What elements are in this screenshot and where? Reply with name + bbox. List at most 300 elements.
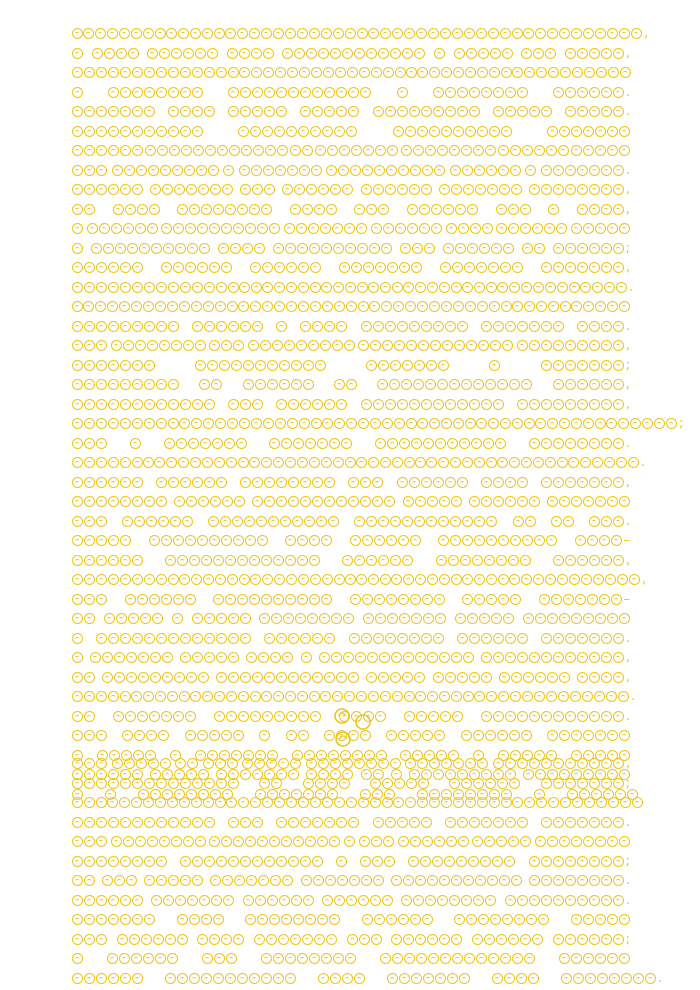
glyph-icon <box>524 953 535 964</box>
glyph-icon <box>348 496 359 507</box>
glyph-icon <box>344 340 355 351</box>
glyph-icon <box>216 613 227 624</box>
glyph-icon <box>522 691 533 702</box>
word <box>522 243 545 254</box>
glyph-icon <box>565 262 576 273</box>
glyph-icon <box>601 262 612 273</box>
glyph-icon <box>463 875 474 886</box>
glyph-icon <box>321 282 332 293</box>
glyph-icon <box>139 243 150 254</box>
glyph-icon <box>596 67 607 78</box>
glyph-icon <box>611 535 622 546</box>
glyph-icon <box>441 418 452 429</box>
glyph-icon <box>344 223 355 234</box>
glyph-icon <box>619 836 630 847</box>
glyph-icon <box>565 438 576 449</box>
glyph-icon <box>84 973 95 984</box>
word <box>168 106 215 117</box>
glyph-icon <box>132 67 143 78</box>
glyph-icon <box>380 282 391 293</box>
glyph-icon <box>84 262 95 273</box>
glyph-icon <box>461 379 472 390</box>
glyph-icon <box>445 817 456 828</box>
glyph-icon <box>137 204 148 215</box>
glyph-icon <box>384 856 395 867</box>
glyph-icon <box>571 496 582 507</box>
glyph-icon <box>221 262 232 273</box>
glyph-icon <box>613 165 624 176</box>
glyph-icon <box>571 730 582 741</box>
glyph-icon <box>132 895 143 906</box>
glyph-icon <box>228 67 239 78</box>
glyph-icon <box>146 516 157 527</box>
glyph-icon <box>456 856 467 867</box>
glyph-icon <box>571 953 582 964</box>
word <box>577 669 630 685</box>
glyph-icon <box>334 418 345 429</box>
glyph-icon <box>448 555 459 566</box>
glyph-icon <box>96 438 107 449</box>
glyph-icon <box>485 895 496 906</box>
word <box>426 457 497 468</box>
glyph-icon <box>199 379 210 390</box>
glyph-icon <box>557 457 568 468</box>
glyph-icon <box>360 856 371 867</box>
glyph-icon <box>136 758 147 769</box>
glyph-icon <box>582 691 593 702</box>
glyph-icon <box>573 973 584 984</box>
glyph-icon <box>285 973 296 984</box>
glyph-icon <box>413 379 424 390</box>
glyph-icon <box>143 953 154 964</box>
glyph-icon <box>209 730 220 741</box>
glyph-icon <box>216 282 227 293</box>
glyph-icon <box>418 778 429 789</box>
glyph-icon <box>496 223 507 234</box>
glyph-icon <box>589 758 600 769</box>
glyph-icon <box>302 145 313 156</box>
glyph-icon <box>435 613 446 624</box>
word <box>72 321 179 332</box>
glyph-icon <box>403 934 414 945</box>
word <box>498 145 569 156</box>
glyph-icon <box>463 691 474 702</box>
glyph-icon <box>498 145 509 156</box>
glyph-icon <box>517 652 528 663</box>
glyph-icon <box>451 875 462 886</box>
glyph-icon <box>512 301 523 312</box>
glyph-icon <box>108 457 119 468</box>
glyph-icon <box>572 67 583 78</box>
word <box>261 691 320 702</box>
glyph-icon <box>415 691 426 702</box>
glyph-icon <box>324 496 335 507</box>
glyph-icon <box>193 145 204 156</box>
glyph-icon <box>403 496 414 507</box>
glyph-icon <box>484 836 495 847</box>
word <box>391 574 462 585</box>
glyph-icon <box>308 223 319 234</box>
word <box>371 223 442 234</box>
glyph-icon <box>240 399 251 410</box>
glyph-icon <box>331 613 342 624</box>
glyph-icon <box>536 301 547 312</box>
glyph-icon <box>354 555 365 566</box>
glyph-icon <box>565 399 576 410</box>
glyph-icon <box>168 633 179 644</box>
glyph-icon <box>437 895 448 906</box>
glyph-icon <box>445 672 456 683</box>
word <box>391 875 522 886</box>
glyph-icon <box>192 633 203 644</box>
glyph-icon <box>312 106 323 117</box>
glyph-icon <box>415 875 426 886</box>
glyph-icon <box>96 797 107 808</box>
word <box>113 204 160 215</box>
word <box>387 973 470 984</box>
word <box>462 574 509 585</box>
glyph-icon <box>192 652 203 663</box>
glyph-icon <box>166 28 177 39</box>
text-line <box>72 453 646 473</box>
glyph-icon <box>601 340 612 351</box>
word <box>449 778 520 789</box>
glyph-icon <box>324 633 335 644</box>
word <box>96 633 251 644</box>
glyph-icon <box>227 418 238 429</box>
word <box>145 145 288 156</box>
glyph-icon <box>209 535 220 546</box>
glyph-icon <box>551 516 562 527</box>
glyph-icon <box>281 438 292 449</box>
glyph-icon <box>156 282 167 293</box>
word <box>240 477 335 488</box>
glyph-icon <box>283 613 294 624</box>
glyph-icon <box>553 555 564 566</box>
glyph-icon <box>452 262 463 273</box>
word <box>72 87 83 98</box>
text-line <box>72 668 630 688</box>
glyph-icon <box>433 106 444 117</box>
word <box>72 758 107 769</box>
glyph-icon <box>351 262 362 273</box>
glyph-icon <box>310 126 321 137</box>
glyph-icon <box>577 856 588 867</box>
glyph-icon <box>498 574 509 585</box>
glyph-icon <box>72 67 83 78</box>
glyph-icon <box>234 875 245 886</box>
word <box>238 301 369 312</box>
glyph-icon <box>215 797 226 808</box>
glyph-icon <box>421 184 432 195</box>
glyph-icon <box>72 477 83 488</box>
punctuation: . <box>641 455 646 471</box>
glyph-icon <box>633 973 644 984</box>
glyph-icon <box>601 516 612 527</box>
glyph-icon <box>141 934 152 945</box>
glyph-icon <box>221 223 232 234</box>
glyph-icon <box>362 914 373 925</box>
glyph-icon <box>474 535 485 546</box>
glyph-icon <box>465 797 476 808</box>
glyph-icon <box>528 973 539 984</box>
glyph-icon <box>439 652 450 663</box>
glyph-icon <box>108 778 119 789</box>
word <box>227 48 274 59</box>
glyph-icon <box>583 28 594 39</box>
glyph-icon <box>449 145 460 156</box>
glyph-icon <box>526 914 537 925</box>
glyph-icon <box>360 87 371 98</box>
glyph-icon <box>132 379 143 390</box>
word <box>433 672 492 683</box>
glyph-icon <box>596 797 607 808</box>
glyph-icon <box>449 379 460 390</box>
word <box>440 262 523 273</box>
glyph-icon <box>252 87 263 98</box>
glyph-icon <box>213 914 224 925</box>
glyph-icon <box>120 379 131 390</box>
glyph-icon <box>468 856 479 867</box>
glyph-icon <box>225 973 236 984</box>
glyph-icon <box>577 633 588 644</box>
glyph-icon <box>577 360 588 371</box>
glyph-icon <box>180 126 191 137</box>
glyph-icon <box>309 594 320 605</box>
word <box>322 895 393 906</box>
text-line <box>72 852 630 872</box>
glyph-icon <box>300 496 311 507</box>
word <box>238 126 357 137</box>
glyph-icon <box>144 321 155 332</box>
word <box>493 106 552 117</box>
word <box>363 613 446 624</box>
glyph-icon <box>553 758 564 769</box>
glyph-icon <box>251 418 262 429</box>
word <box>228 817 263 828</box>
glyph-icon <box>541 360 552 371</box>
glyph-icon <box>120 496 131 507</box>
glyph-icon <box>594 691 605 702</box>
glyph-icon <box>601 856 612 867</box>
glyph-icon <box>383 836 394 847</box>
glyph-icon <box>310 282 321 293</box>
glyph-icon <box>584 67 595 78</box>
word <box>318 973 365 984</box>
glyph-icon <box>179 418 190 429</box>
glyph-icon <box>107 28 118 39</box>
glyph-icon <box>488 28 499 39</box>
glyph-icon <box>385 817 396 828</box>
glyph-icon <box>303 778 314 789</box>
glyph-icon <box>385 399 396 410</box>
glyph-icon <box>264 184 275 195</box>
glyph-icon <box>122 516 133 527</box>
glyph-icon <box>240 106 251 117</box>
word <box>72 652 83 663</box>
glyph-icon <box>331 652 342 663</box>
glyph-icon <box>183 836 194 847</box>
punctuation: . <box>625 318 630 334</box>
glyph-icon <box>273 691 284 702</box>
glyph-icon <box>601 360 612 371</box>
glyph-icon <box>462 516 473 527</box>
word <box>571 145 630 156</box>
glyph-icon <box>392 457 403 468</box>
glyph-icon <box>613 262 624 273</box>
glyph-icon <box>369 301 380 312</box>
glyph-icon <box>167 953 178 964</box>
glyph-icon <box>583 301 594 312</box>
punctuation: , <box>625 377 630 393</box>
glyph-icon <box>277 145 288 156</box>
word <box>83 28 166 39</box>
glyph-icon <box>493 106 504 117</box>
glyph-icon <box>434 48 445 59</box>
glyph-icon <box>299 165 310 176</box>
word <box>377 379 532 390</box>
glyph-icon <box>186 496 197 507</box>
glyph-icon <box>461 145 472 156</box>
glyph-icon <box>143 457 154 468</box>
glyph-icon <box>132 262 143 273</box>
glyph-icon <box>298 711 309 722</box>
glyph-icon <box>375 613 386 624</box>
glyph-icon <box>156 379 167 390</box>
glyph-icon <box>232 516 243 527</box>
glyph-icon <box>264 856 275 867</box>
glyph-icon <box>455 243 466 254</box>
word <box>404 711 463 722</box>
glyph-icon <box>108 126 119 137</box>
word <box>350 594 445 605</box>
glyph-icon <box>378 360 389 371</box>
glyph-icon <box>239 67 250 78</box>
glyph-icon <box>276 321 287 332</box>
glyph-icon <box>487 184 498 195</box>
glyph-icon <box>323 67 334 78</box>
word <box>529 435 630 451</box>
glyph-icon <box>577 48 588 59</box>
word <box>375 438 506 449</box>
glyph-icon <box>488 262 499 273</box>
glyph-icon <box>571 301 582 312</box>
glyph-icon <box>595 730 606 741</box>
glyph-icon <box>413 895 424 906</box>
text-line <box>72 609 630 629</box>
glyph-icon <box>541 856 552 867</box>
glyph-icon <box>132 477 143 488</box>
glyph-icon <box>297 243 308 254</box>
glyph-icon <box>84 379 95 390</box>
glyph-icon <box>565 875 576 886</box>
glyph-icon <box>524 418 535 429</box>
glyph-icon <box>296 340 307 351</box>
glyph-icon <box>152 613 163 624</box>
glyph-icon <box>354 973 365 984</box>
glyph-icon <box>410 535 421 546</box>
glyph-icon <box>310 574 321 585</box>
glyph-icon <box>108 106 119 117</box>
glyph-icon <box>486 516 497 527</box>
glyph-icon <box>485 145 496 156</box>
word <box>512 797 643 808</box>
glyph-icon <box>565 711 576 722</box>
glyph-icon <box>337 875 348 886</box>
glyph-icon <box>565 758 576 769</box>
glyph-icon <box>419 223 430 234</box>
glyph-icon <box>286 282 297 293</box>
glyph-icon <box>426 360 437 371</box>
glyph-icon <box>276 672 287 683</box>
glyph-icon <box>589 184 600 195</box>
glyph-icon <box>108 555 119 566</box>
glyph-icon <box>84 594 95 605</box>
glyph-icon <box>276 87 287 98</box>
glyph-icon <box>404 28 415 39</box>
word <box>113 711 196 722</box>
glyph-icon <box>410 730 421 741</box>
glyph-icon <box>84 730 95 741</box>
glyph-icon <box>601 672 612 683</box>
glyph-icon <box>446 223 457 234</box>
word <box>445 817 528 828</box>
glyph-icon <box>512 28 523 39</box>
glyph-icon <box>363 613 374 624</box>
word <box>539 591 631 607</box>
glyph-icon <box>541 778 552 789</box>
glyph-icon <box>345 457 356 468</box>
glyph-icon <box>557 574 568 585</box>
glyph-icon <box>407 223 418 234</box>
glyph-icon <box>541 875 552 886</box>
glyph-icon <box>553 184 564 195</box>
glyph-icon <box>204 652 215 663</box>
glyph-icon <box>330 758 341 769</box>
glyph-icon <box>72 711 83 722</box>
glyph-icon <box>536 67 547 78</box>
glyph-icon <box>529 184 540 195</box>
glyph-icon <box>601 48 612 59</box>
word <box>492 973 539 984</box>
glyph-icon <box>72 875 83 886</box>
glyph-icon <box>72 496 83 507</box>
glyph-icon <box>366 758 377 769</box>
glyph-icon <box>415 652 426 663</box>
glyph-icon <box>284 340 295 351</box>
glyph-icon <box>577 711 588 722</box>
glyph-icon <box>372 856 383 867</box>
glyph-icon <box>565 87 576 98</box>
glyph-icon <box>252 106 263 117</box>
glyph-icon <box>195 48 206 59</box>
glyph-icon <box>445 87 456 98</box>
glyph-icon <box>595 28 606 39</box>
glyph-icon <box>326 934 337 945</box>
word <box>366 360 449 371</box>
glyph-icon <box>191 797 202 808</box>
glyph-icon <box>439 184 450 195</box>
glyph-icon <box>465 418 476 429</box>
word <box>499 672 570 683</box>
glyph-icon <box>601 184 612 195</box>
glyph-icon <box>99 223 110 234</box>
glyph-icon <box>559 126 570 137</box>
glyph-icon <box>84 340 95 351</box>
glyph-icon <box>285 243 296 254</box>
glyph-icon <box>192 875 203 886</box>
glyph-icon <box>595 836 606 847</box>
